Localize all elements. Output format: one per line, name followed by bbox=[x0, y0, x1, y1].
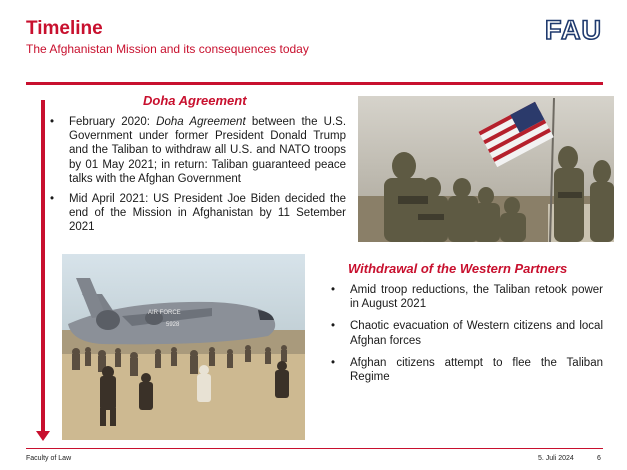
cargo-plane-photo bbox=[62, 254, 305, 440]
footer-divider bbox=[26, 448, 603, 449]
svg-text:FAU: FAU bbox=[545, 15, 602, 45]
cargo-plane-crowd-photo-icon bbox=[62, 254, 305, 440]
list-item: • Afghan citizens attempt to flee the Taliban Regime bbox=[331, 356, 603, 384]
slide-subtitle: The Afghanistan Mission and its consequences today bbox=[26, 42, 309, 56]
doha-heading: Doha Agreement bbox=[143, 93, 247, 108]
doha-bullet-list bbox=[50, 115, 346, 241]
withdrawal-heading: Withdrawal of the Western Partners bbox=[348, 261, 568, 276]
svg-text:AIR FORCE: AIR FORCE bbox=[148, 310, 181, 316]
fau-logo bbox=[545, 15, 605, 45]
footer-date: 5. Juli 2024 bbox=[538, 455, 574, 462]
bullet-icon: • bbox=[331, 356, 336, 369]
svg-text:5928: 5928 bbox=[166, 322, 180, 328]
list-item: • February 2020: Doha Agreement between the U.S. Government under former President Donald Trump and the Taliban to withdraw all U.S. and NATO troops by 01 May 2021; in return: Taliban guaranteed peace talks with the Afghan Government bbox=[50, 116, 347, 185]
bullet-icon: • bbox=[331, 320, 336, 333]
timeline-arrow-head-icon bbox=[36, 431, 50, 441]
withdrawal-bullet-list bbox=[331, 283, 603, 392]
soldiers-raising-us-flag-photo-icon bbox=[358, 96, 614, 242]
footer-faculty: Faculty of Law bbox=[26, 455, 72, 462]
page-number: 6 bbox=[597, 455, 601, 462]
bullet-icon: • bbox=[50, 193, 55, 206]
header-divider bbox=[26, 82, 603, 85]
list-item: • Amid troop reductions, the Taliban retook power in August 2021 bbox=[331, 284, 603, 311]
flag-raising-photo bbox=[358, 96, 614, 242]
timeline-arrow bbox=[41, 100, 45, 434]
slide-title: Timeline bbox=[26, 18, 103, 39]
bullet-icon: • bbox=[50, 116, 55, 128]
bullet-icon: • bbox=[331, 284, 336, 296]
list-item: • Chaotic evacuation of Western citizens and local Afghan forces bbox=[331, 320, 603, 347]
list-item: • Mid April 2021: US President Joe Biden decided the end of the Mission in Afghanistan by 11 Setember 2021 bbox=[50, 193, 346, 234]
